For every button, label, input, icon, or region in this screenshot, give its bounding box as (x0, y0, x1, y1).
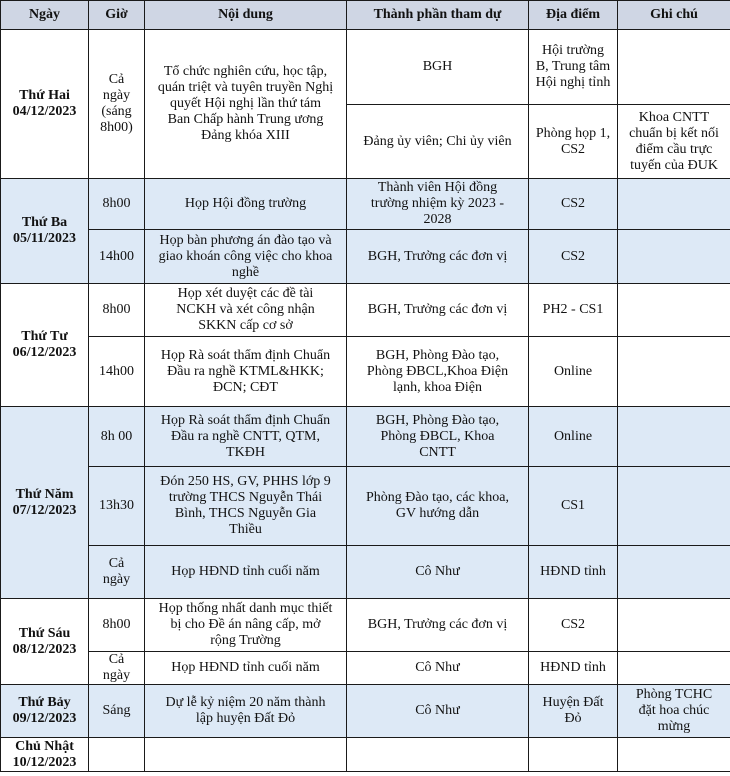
time-cell: 14h00 (89, 337, 145, 407)
day-cell-thursday (1, 407, 89, 599)
participants-cell: BGH, Phòng Đào tạo, Phòng ĐBCL, Khoa CNTT (347, 407, 529, 467)
participants-cell: Cô Như (347, 546, 529, 599)
location-cell: Hội trường B, Trung tâm Hội nghị tỉnh (529, 30, 618, 105)
day-cell-monday (1, 30, 89, 179)
table-row (1, 467, 730, 546)
content-cell: Dự lễ kỷ niệm 20 năm thành lập huyện Đất Đỏ (145, 685, 347, 738)
table-row (1, 738, 730, 772)
content-cell: Họp Rà soát thẩm định Chuẩn Đầu ra nghề CNTT, QTM, TKĐH (145, 407, 347, 467)
day-date: 06/12/2023 (12, 345, 77, 360)
content-cell: Họp Hội đồng trường (145, 179, 347, 230)
location-cell: HĐND tỉnh (529, 546, 618, 599)
location-cell: PH2 - CS1 (529, 284, 618, 337)
note-cell (618, 337, 730, 407)
time-cell: Cả ngày (89, 652, 145, 685)
participants-cell (347, 738, 529, 772)
location-cell: HĐND tỉnh (529, 652, 618, 685)
location-cell: Online (529, 407, 618, 467)
note-cell: Phòng TCHC đặt hoa chúc mừng (618, 685, 730, 738)
table-row (1, 685, 730, 738)
table-row (1, 284, 730, 337)
table-row (1, 407, 730, 467)
location-cell: Online (529, 337, 618, 407)
location-cell: CS2 (529, 179, 618, 230)
day-date: 07/12/2023 (12, 502, 77, 518)
participants-cell: BGH, Trưởng các đơn vị (347, 284, 529, 337)
participants-cell: BGH, Phòng Đào tạo, Phòng ĐBCL,Khoa Điện lạnh, khoa Điện (347, 337, 529, 407)
time-cell: 8h 00 (89, 407, 145, 467)
location-cell (529, 738, 618, 772)
content-cell: Họp bàn phương án đào tạo và giao khoán công việc cho khoa nghề (145, 230, 347, 284)
time-cell: Sáng (89, 685, 145, 738)
note-cell (618, 179, 730, 230)
table-row (1, 337, 730, 407)
note-cell (618, 467, 730, 546)
participants-cell: BGH, Trưởng các đơn vị (347, 230, 529, 284)
time-cell: 8h00 (89, 284, 145, 337)
day-cell-saturday (1, 685, 89, 738)
content-cell (145, 738, 347, 772)
content-cell: Đón 250 HS, GV, PHHS lớp 9 trường THCS Nguyễn Thái Bình, THCS Nguyễn Gia Thiều (145, 467, 347, 546)
time-cell (89, 738, 145, 772)
location-cell: Huyện Đất Đỏ (529, 685, 618, 738)
day-name: Thứ Tư (21, 329, 68, 344)
note-cell (618, 284, 730, 337)
note-cell: Khoa CNTT chuẩn bị kết nối điểm cầu trực tuyến của ĐUK (618, 105, 730, 179)
day-cell-friday (1, 599, 89, 685)
day-name: Thứ Hai (19, 88, 70, 103)
location-cell: CS2 (529, 599, 618, 652)
note-cell (618, 599, 730, 652)
content-cell: Tổ chức nghiên cứu, học tập, quán triệt và tuyên truyền Nghị quyết Hội nghị lần thứ tám Ban Chấp hành Trung ương Đảng khóa XIII (145, 30, 347, 179)
table-row (1, 599, 730, 652)
participants-cell: Phòng Đào tạo, các khoa, GV hướng dẫn (347, 467, 529, 546)
day-name: Thứ Năm (15, 486, 74, 502)
header-content: Nội dung (145, 1, 347, 30)
table-row (1, 230, 730, 284)
note-cell (618, 407, 730, 467)
participants-cell: Cô Như (347, 685, 529, 738)
time-cell: Cả ngày (89, 546, 145, 599)
table-row (1, 652, 730, 685)
time-cell: 13h30 (89, 467, 145, 546)
location-cell: CS2 (529, 230, 618, 284)
content-cell: Họp thống nhất danh mục thiết bị cho Đề án nâng cấp, mở rộng Trường (145, 599, 347, 652)
day-cell-wednesday (1, 284, 89, 407)
day-date: 04/12/2023 (12, 104, 77, 119)
content-cell: Họp xét duyệt các đề tài NCKH và xét công nhận SKKN cấp cơ sở (145, 284, 347, 337)
location-cell: Phòng họp 1, CS2 (529, 105, 618, 179)
time-cell: 8h00 (89, 599, 145, 652)
day-cell-sunday (1, 738, 89, 772)
content-cell: Họp HĐND tỉnh cuối năm (145, 652, 347, 685)
note-cell (618, 30, 730, 105)
day-date: 08/12/2023 (12, 641, 77, 657)
time-cell: 8h00 (89, 179, 145, 230)
participants-cell: BGH, Trưởng các đơn vị (347, 599, 529, 652)
note-cell (618, 546, 730, 599)
content-cell: Họp Rà soát thẩm định Chuẩn Đầu ra nghề KTML&HKK; ĐCN; CĐT (145, 337, 347, 407)
header-note: Ghi chú (618, 1, 730, 30)
participants-cell: Đảng ủy viên; Chi ủy viên (347, 105, 529, 179)
location-cell: CS1 (529, 467, 618, 546)
participants-cell: Cô Như (347, 652, 529, 685)
note-cell (618, 230, 730, 284)
content-cell: Họp HĐND tỉnh cuối năm (145, 546, 347, 599)
note-cell (618, 652, 730, 685)
day-name: Thứ Bảy (18, 695, 71, 710)
time-cell: Cả ngày (sáng 8h00) (89, 30, 145, 179)
header-participants: Thành phần tham dự (347, 1, 529, 30)
day-date: 10/12/2023 (12, 754, 77, 770)
header-day: Ngày (1, 1, 89, 30)
day-cell-tuesday (1, 179, 89, 284)
participants-cell: BGH (347, 30, 529, 105)
time-cell: 14h00 (89, 230, 145, 284)
header-time: Giờ (89, 1, 145, 30)
table-row (1, 546, 730, 599)
note-cell (618, 738, 730, 772)
table-row (1, 179, 730, 230)
day-name: Thứ Sáu (18, 625, 71, 641)
day-name: Chủ Nhật (15, 738, 74, 754)
table-row (1, 30, 730, 105)
header-row (1, 1, 730, 30)
day-date: 05/11/2023 (12, 231, 76, 246)
day-name: Thứ Ba (21, 215, 68, 230)
participants-cell: Thành viên Hội đồng trường nhiệm kỳ 2023 - 2028 (347, 179, 529, 230)
header-location: Địa điểm (529, 1, 618, 30)
day-date: 09/12/2023 (12, 711, 77, 726)
